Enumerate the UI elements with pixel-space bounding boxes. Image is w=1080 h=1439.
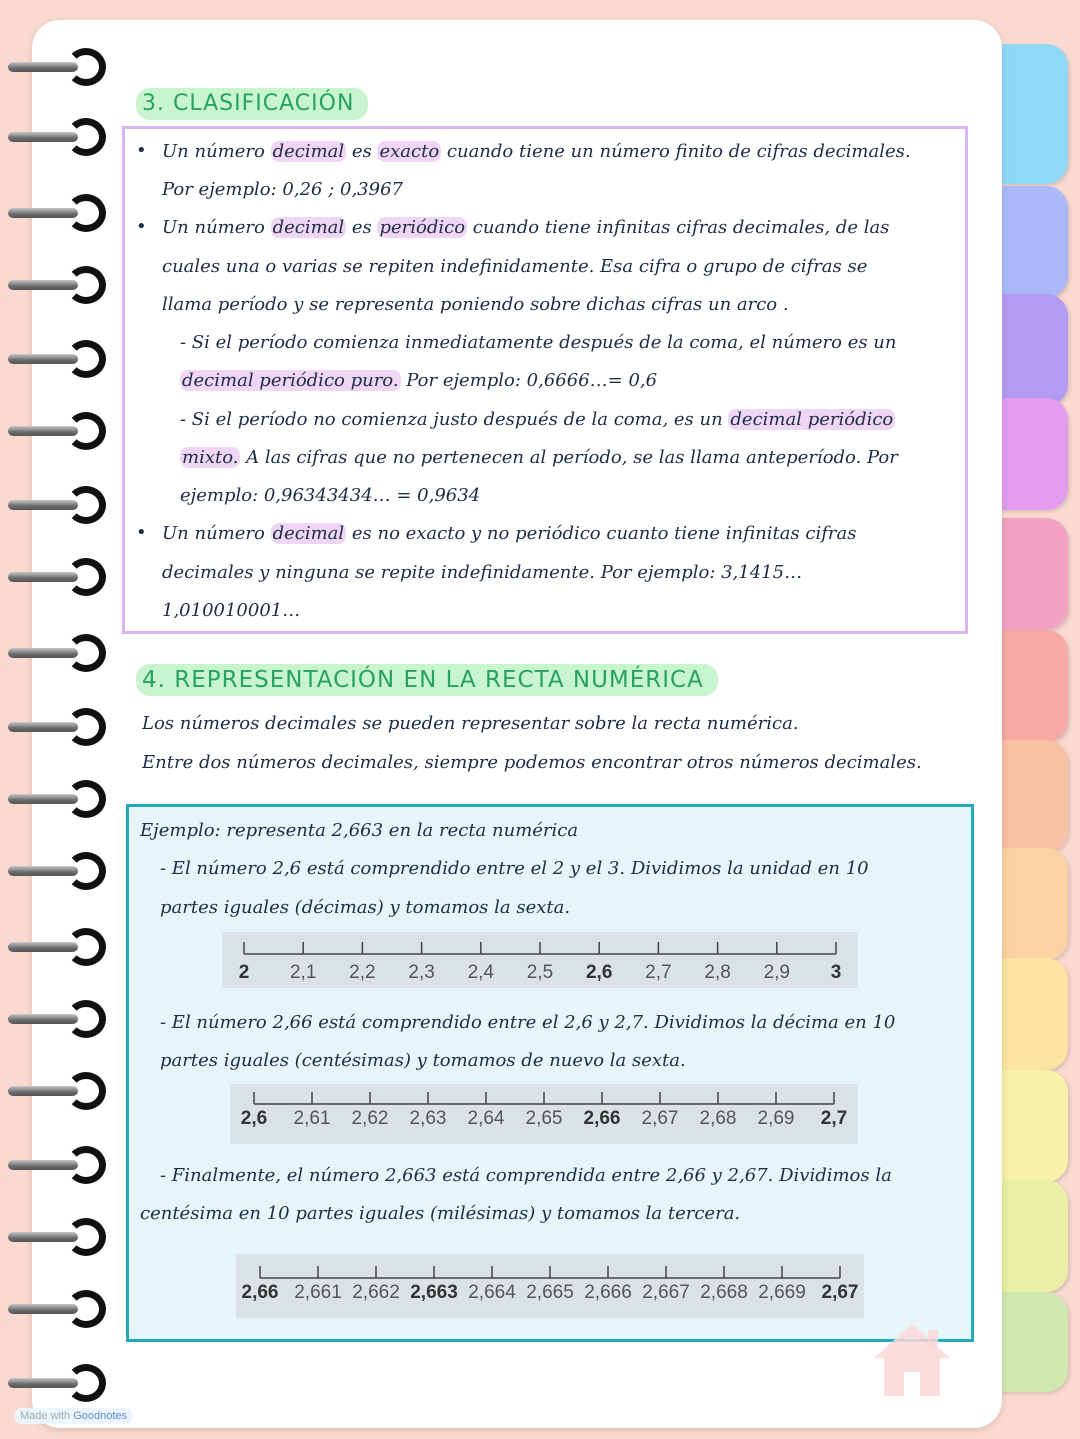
tick-label: 2,7 (645, 962, 672, 983)
step3-line2: centésima en 10 partes iguales (milésimas) y tomamos la tercera. (140, 1203, 741, 1224)
tick-label: 2,6 (240, 1108, 268, 1129)
spiral-ring (8, 1218, 104, 1256)
section-4-title-text: 4. REPRESENTACIÓN EN LA RECTA NUMÉRICA (136, 664, 718, 696)
number-line-tenths (222, 932, 858, 988)
section-3-title (136, 88, 368, 120)
tick-label: 2,662 (352, 1282, 400, 1303)
tick-label: 2,66 (583, 1108, 621, 1129)
color-tab-3[interactable] (1000, 294, 1068, 406)
tick-label: 2,64 (467, 1108, 505, 1129)
color-tab-12[interactable] (1000, 1292, 1068, 1392)
tick-label: 2,661 (294, 1282, 342, 1303)
example-heading: Ejemplo: representa 2,663 en la recta numérica (140, 820, 579, 841)
tick-label: 2,4 (467, 962, 495, 983)
color-tab-6[interactable] (1000, 630, 1068, 742)
tick-label: 2,62 (351, 1108, 389, 1129)
color-tab-9[interactable] (1000, 958, 1068, 1070)
tick-label: 2,3 (408, 962, 435, 983)
color-tab-5[interactable] (1000, 518, 1068, 630)
spiral-ring (8, 708, 104, 746)
spiral-ring (8, 852, 104, 890)
tick-label: 2,667 (642, 1282, 690, 1303)
spiral-ring (8, 1072, 104, 1110)
bullet-dot: • (136, 522, 147, 543)
tick-label: 2,668 (700, 1282, 748, 1303)
bullet-exact-example: Por ejemplo: 0,26 ; 0,3967 (162, 179, 403, 200)
tick-label: 2,666 (584, 1282, 632, 1303)
bullet-irrational: Un número decimal es no exacto y no periódico cuanto tiene infinitas cifras (162, 523, 857, 544)
spiral-ring (8, 928, 104, 966)
section-3-title-text: 3. CLASIFICACIÓN (136, 88, 368, 120)
sub-pure-line2: decimal periódico puro. Por ejemplo: 0,6666…= 0,6 (182, 370, 658, 391)
tick-label: 2,664 (468, 1282, 516, 1303)
goodnotes-badge: Made with Goodnotes (14, 1408, 133, 1424)
intro-line1: Los números decimales se pueden representar sobre la recta numérica. (142, 713, 799, 734)
color-tab-2[interactable] (1000, 186, 1068, 298)
tick-label: 2,63 (409, 1108, 447, 1129)
bullet-irrational-line2: decimales y ninguna se repite indefinidamente. Por ejemplo: 3,1415… (162, 562, 803, 583)
spiral-ring (8, 1290, 104, 1328)
bullet-irrational-line3: 1,010010001… (162, 600, 301, 621)
step1-line2: partes iguales (décimas) y tomamos la sexta. (160, 897, 571, 918)
bullet-dot: • (136, 140, 147, 161)
tick-label: 2,663 (410, 1282, 458, 1303)
tick-label: 2,67 (641, 1108, 679, 1129)
sub-pure-line1: - Si el período comienza inmediatamente después de la coma, el número es un (180, 332, 897, 353)
section-4-title (136, 664, 718, 696)
tick-label: 2,61 (293, 1108, 331, 1129)
tick-label: 2,7 (820, 1108, 848, 1129)
tick-label: 2 (238, 962, 250, 983)
step3-line1: - Finalmente, el número 2,663 está comprendida entre 2,66 y 2,67. Dividimos la (160, 1165, 892, 1186)
sub-mixed-line1: - Si el período no comienza justo después de la coma, es un decimal periódico (180, 409, 894, 430)
bullet-periodic-line2: cuales una o varias se repiten indefinidamente. Esa cifra o grupo de cifras se (162, 256, 868, 277)
spiral-ring (8, 486, 104, 524)
tick-label: 3 (830, 962, 842, 983)
tick-label: 2,65 (525, 1108, 563, 1129)
tick-label: 2,68 (699, 1108, 737, 1129)
color-tab-1[interactable] (1000, 44, 1068, 184)
step2-line2: partes iguales (centésimas) y tomamos de nuevo la sexta. (160, 1050, 686, 1071)
tick-label: 2,2 (349, 962, 376, 983)
bullet-exact: Un número decimal es exacto cuando tiene un número finito de cifras decimales. (162, 141, 911, 162)
bullet-periodic: Un número decimal es periódico cuando tiene infinitas cifras decimales, de las (162, 217, 890, 238)
number-line-hundredths (230, 1084, 858, 1144)
sub-mixed-line2: mixto. A las cifras que no pertenecen al período, se las llama anteperíodo. Por (182, 447, 898, 468)
tick-label: 2,1 (289, 962, 317, 983)
color-tab-4[interactable] (1000, 398, 1068, 510)
tick-label: 2,6 (585, 962, 613, 983)
spiral-ring (8, 1146, 104, 1184)
color-tab-10[interactable] (1000, 1070, 1068, 1182)
color-tab-8[interactable] (1000, 848, 1068, 960)
tick-label: 2,66 (241, 1282, 279, 1303)
spiral-ring (8, 780, 104, 818)
spiral-ring (8, 1000, 104, 1038)
spiral-ring (8, 412, 104, 450)
bullet-dot: • (136, 216, 147, 237)
tick-label: 2,9 (763, 962, 791, 983)
tick-label: 2,669 (758, 1282, 806, 1303)
spiral-ring (8, 558, 104, 596)
tick-label: 2,5 (526, 962, 554, 983)
step2-line1: - El número 2,66 está comprendido entre el 2,6 y 2,7. Dividimos la décima en 10 (160, 1012, 896, 1033)
spiral-ring (8, 1364, 104, 1402)
bullet-periodic-line3: llama período y se representa poniendo sobre dichas cifras un arco . (162, 294, 789, 315)
spiral-ring (8, 118, 104, 156)
number-line-thousandths (236, 1254, 864, 1318)
tick-label: 2,8 (704, 962, 731, 983)
tick-label: 2,69 (757, 1108, 795, 1129)
home-icon[interactable] (872, 1322, 952, 1398)
spiral-ring (8, 634, 104, 672)
color-tab-11[interactable] (1000, 1180, 1068, 1292)
spiral-ring (8, 266, 104, 304)
sub-mixed-line3: ejemplo: 0,96343434… = 0,9634 (180, 485, 481, 506)
color-tab-7[interactable] (1000, 740, 1068, 852)
spiral-ring (8, 48, 104, 86)
spiral-ring (8, 194, 104, 232)
spiral-ring (8, 340, 104, 378)
tick-label: 2,67 (821, 1282, 859, 1303)
step1-line1: - El número 2,6 está comprendido entre el 2 y el 3. Dividimos la unidad en 10 (160, 858, 869, 879)
intro-line2: Entre dos números decimales, siempre podemos encontrar otros números decimales. (142, 752, 922, 773)
tick-label: 2,665 (526, 1282, 574, 1303)
